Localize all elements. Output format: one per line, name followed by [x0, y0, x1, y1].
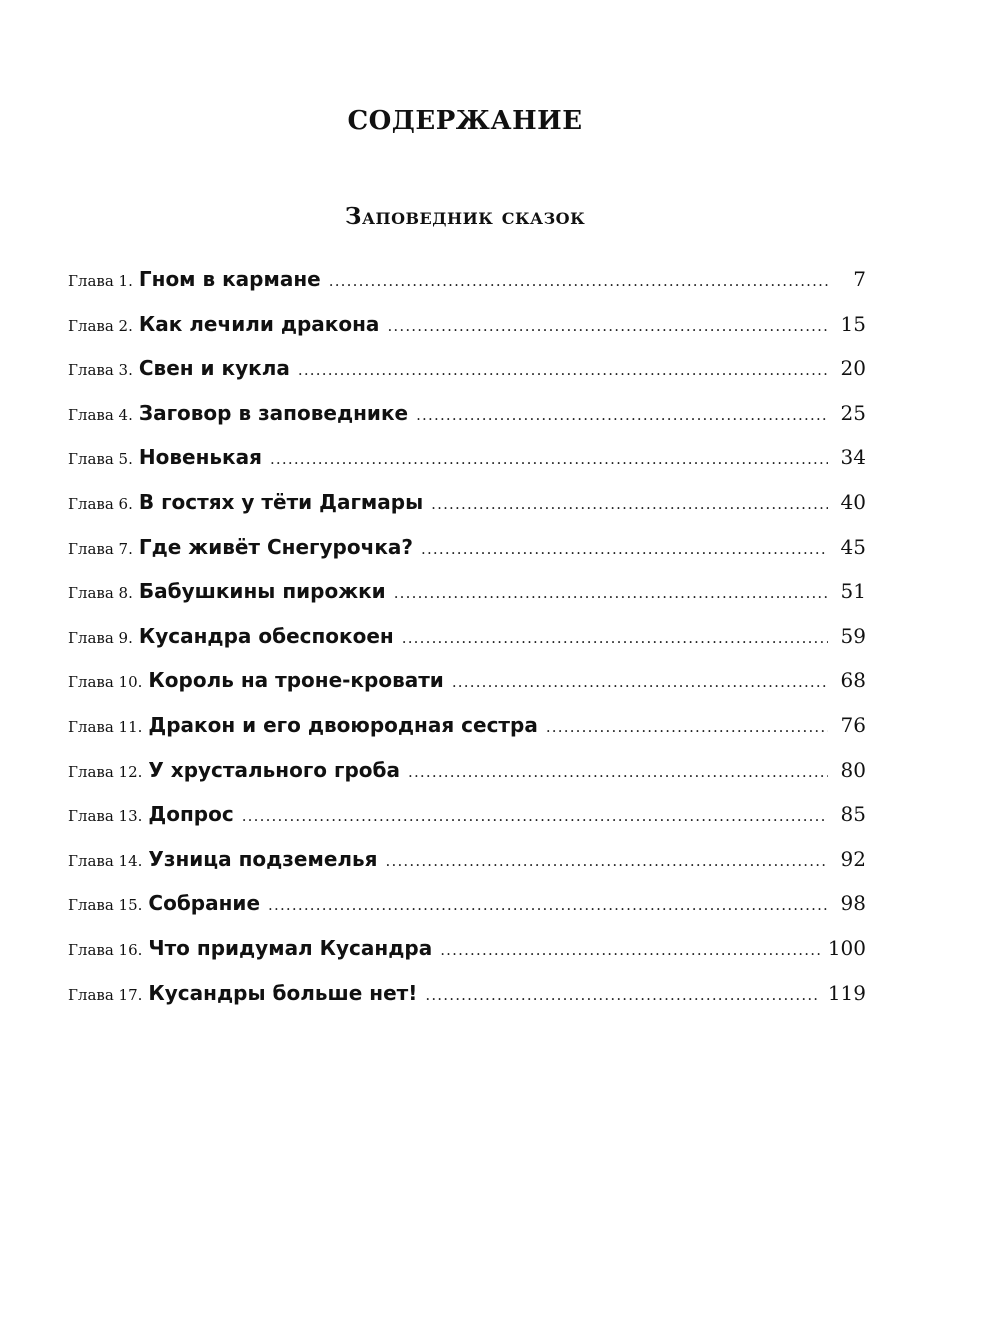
chapter-label: Глава 3. — [68, 361, 133, 380]
chapter-title: Узница подземелья — [148, 846, 378, 871]
chapter-title: Кусандры больше нет! — [148, 980, 418, 1005]
page-number: 51 — [840, 579, 866, 604]
chapter-title: Заговор в заповеднике — [138, 400, 409, 425]
table-of-contents — [68, 267, 866, 1025]
toc-entry — [68, 891, 866, 936]
chapter-label: Глава 11. — [68, 717, 143, 736]
dot-leader — [386, 852, 828, 870]
page-number: 20 — [840, 356, 866, 381]
toc-entry — [68, 312, 866, 357]
chapter-label: Глава 16. — [68, 940, 143, 959]
chapter-label: Глава 12. — [68, 762, 143, 781]
chapter-title: Где живёт Снегурочка? — [138, 534, 413, 559]
page-number: 68 — [840, 668, 866, 693]
page-number: 85 — [840, 802, 866, 827]
section-title: Заповедник сказок — [344, 203, 586, 230]
chapter-title: Допрос — [148, 802, 234, 827]
dot-leader — [431, 495, 828, 513]
chapter-title: Бабушкины пирожки — [138, 579, 386, 604]
toc-entry — [68, 802, 866, 847]
dot-leader — [416, 406, 828, 424]
chapter-label: Глава 8. — [68, 584, 133, 603]
toc-entry — [68, 668, 866, 713]
chapter-label: Глава 4. — [68, 405, 133, 424]
toc-entry — [68, 713, 866, 758]
dot-leader — [394, 584, 828, 602]
toc-entry — [68, 490, 866, 535]
dot-leader — [270, 450, 828, 468]
chapter-title: Новенькая — [138, 445, 262, 470]
page-number: 25 — [840, 400, 866, 425]
page-number: 40 — [840, 489, 866, 514]
dot-leader — [440, 941, 820, 959]
chapter-title: Свен и кукла — [138, 356, 290, 381]
toc-entry — [68, 758, 866, 803]
dot-leader — [298, 361, 828, 379]
page-title: СОДЕРЖАНИЕ — [347, 106, 583, 136]
toc-entry — [68, 624, 866, 669]
page-number: 34 — [840, 445, 866, 470]
toc-entry — [68, 267, 866, 312]
chapter-label: Глава 15. — [68, 896, 143, 915]
toc-entry — [68, 535, 866, 580]
page-number: 92 — [840, 846, 866, 871]
chapter-label: Глава 1. — [68, 272, 133, 290]
dot-leader — [452, 673, 828, 691]
toc-entry — [68, 579, 866, 624]
chapter-label: Глава 7. — [68, 539, 133, 558]
chapter-label: Глава 17. — [68, 985, 143, 1004]
chapter-title: У хрустального гроба — [148, 757, 400, 782]
chapter-title: Кусандра обеспокоен — [138, 623, 394, 648]
dot-leader — [408, 763, 828, 781]
toc-entry — [68, 981, 866, 1026]
page-number: 59 — [840, 623, 866, 648]
chapter-label: Глава 6. — [68, 494, 133, 513]
chapter-title: Как лечили дракона — [138, 311, 380, 336]
toc-entry — [68, 356, 866, 401]
page-number: 80 — [840, 757, 866, 782]
toc-entry — [68, 445, 866, 490]
toc-entry — [68, 847, 866, 892]
dot-leader — [242, 807, 828, 825]
dot-leader — [268, 896, 828, 914]
dot-leader — [329, 272, 828, 290]
dot-leader — [387, 317, 828, 335]
dot-leader — [425, 986, 819, 1004]
chapter-title: Гном в кармане — [138, 267, 321, 291]
page-number: 98 — [840, 891, 866, 916]
page-number: 100 — [827, 935, 866, 960]
page-number: 119 — [827, 980, 866, 1005]
chapter-label: Глава 5. — [68, 450, 133, 469]
toc-entry — [68, 401, 866, 446]
page-number: 15 — [840, 311, 866, 336]
chapter-label: Глава 9. — [68, 628, 133, 647]
page-number: 7 — [853, 267, 866, 291]
dot-leader — [546, 718, 828, 736]
chapter-title: В гостях у тёти Дагмары — [138, 489, 424, 514]
page-number: 76 — [840, 712, 866, 737]
chapter-title: Дракон и его двоюродная сестра — [148, 712, 538, 737]
chapter-title: Что придумал Кусандра — [148, 935, 433, 960]
chapter-title: Король на троне-кровати — [148, 668, 444, 693]
chapter-label: Глава 10. — [68, 673, 143, 692]
chapter-title: Собрание — [148, 891, 261, 916]
dot-leader — [402, 629, 828, 647]
chapter-label: Глава 13. — [68, 807, 143, 826]
toc-entry — [68, 936, 866, 981]
chapter-label: Глава 2. — [68, 316, 133, 335]
page-number: 45 — [840, 534, 866, 559]
chapter-label: Глава 14. — [68, 851, 143, 870]
dot-leader — [421, 540, 828, 558]
